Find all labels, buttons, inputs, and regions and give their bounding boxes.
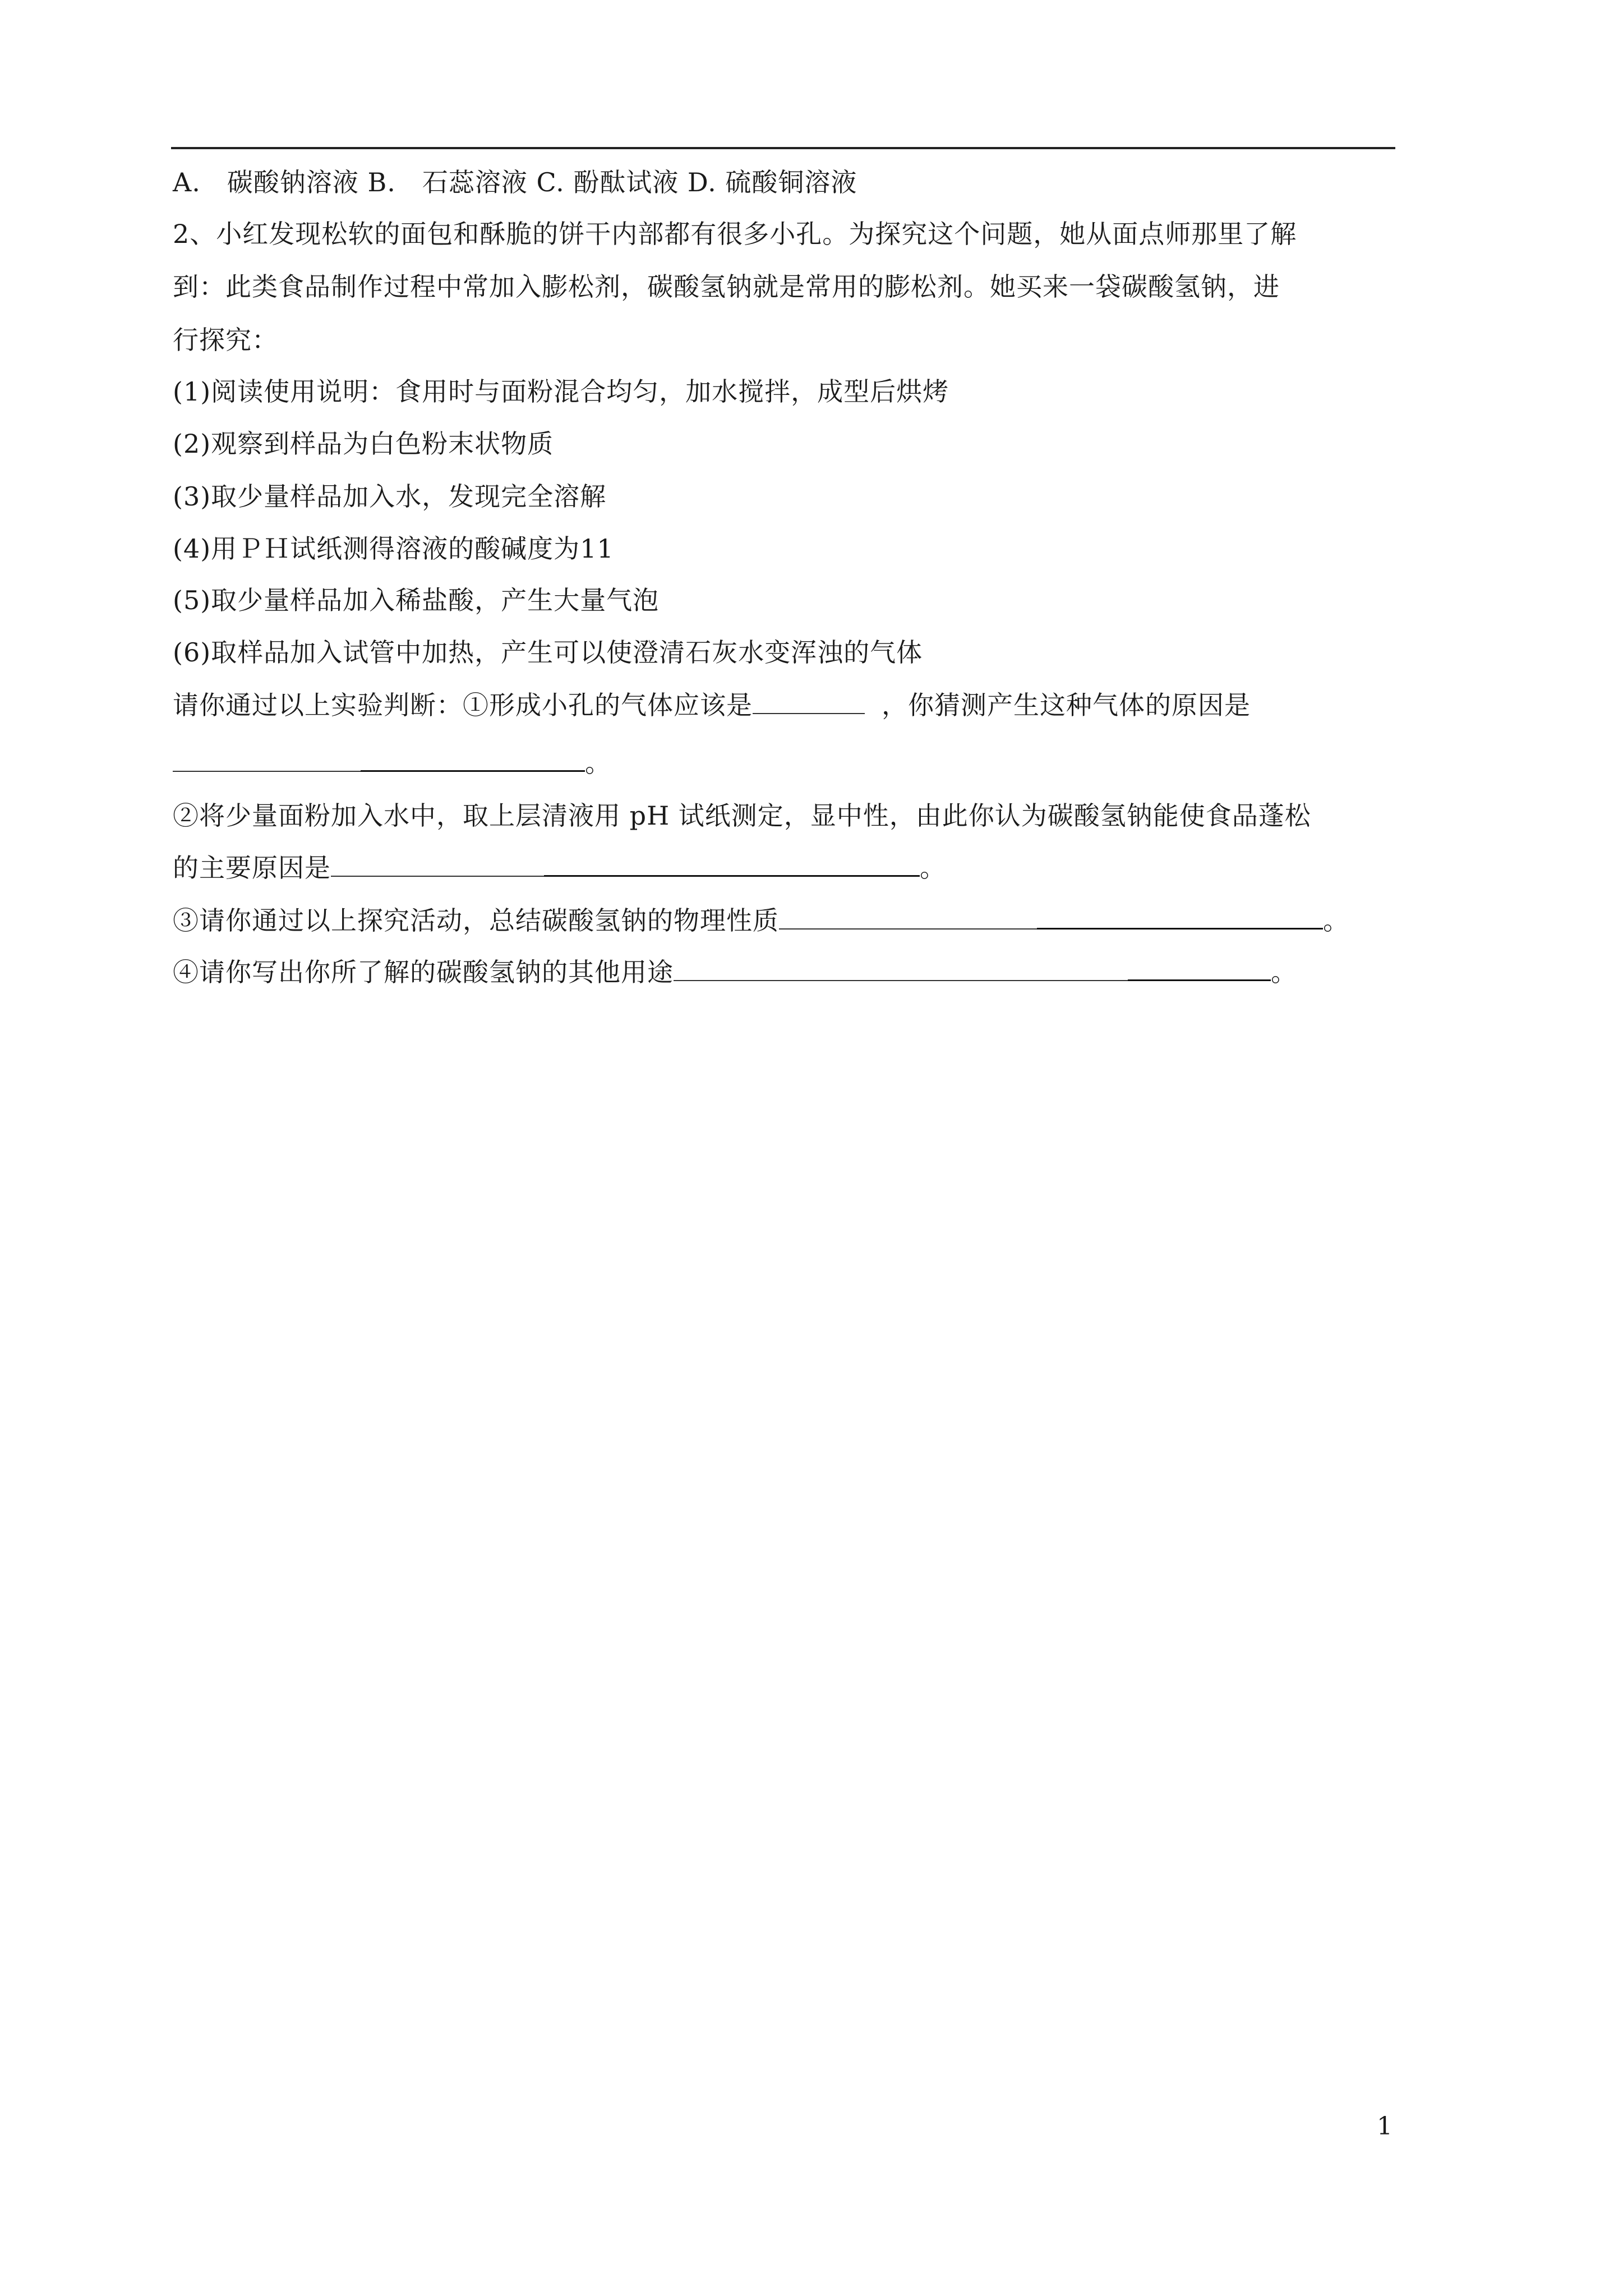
part-2-end: 。 (920, 853, 946, 883)
step-2: (2)观察到样品为白色粉末状物质 (173, 429, 554, 459)
part-3-line (173, 901, 1349, 940)
part-2-prefix: 的主要原因是 (173, 853, 331, 883)
part-3-prefix: ③请你通过以上探究活动，总结碳酸氢钠的物理性质 (173, 905, 779, 936)
step-1: (1)阅读使用说明：食用时与面粉混合均匀，加水搅拌，成型后烘烤 (173, 376, 949, 407)
other-uses-blank-b[interactable] (1128, 954, 1271, 981)
step-3: (3)取少量样品加入水，发现完全溶解 (173, 481, 607, 512)
judge-reason-line (173, 743, 611, 783)
main-reason-blank-a[interactable] (331, 850, 544, 877)
part-4-prefix: ④请你写出你所了解的碳酸氢钠的其他用途 (173, 957, 674, 987)
question-2-line-1: 2、小红发现松软的面包和酥脆的饼干内部都有很多小孔。为探究这个问题，她从面点师那里了解 (173, 219, 1297, 249)
gas-answer-blank[interactable] (753, 687, 865, 714)
physical-property-blank-a[interactable] (779, 903, 1037, 930)
part-2-line-2 (173, 848, 946, 887)
part-4-end: 。 (1271, 957, 1297, 987)
reason-answer-blank-b[interactable] (361, 744, 585, 772)
page-number: 1 (1377, 2112, 1393, 2141)
other-uses-blank-a[interactable] (674, 954, 1128, 981)
part-4-line (173, 953, 1297, 992)
part-3-end: 。 (1323, 905, 1349, 936)
part-2-line-1: ②将少量面粉加入水中，取上层清液用 pH 试纸测定，显中性，由此你认为碳酸氢钠能使食品蓬松 (173, 800, 1311, 831)
step-6: (6)取样品加入试管中加热，产生可以使澄清石灰水变浑浊的气体 (173, 637, 923, 668)
judge-end: 。 (585, 748, 611, 778)
question-2-line-2: 到：此类食品制作过程中常加入膨松剂，碳酸氢钠就是常用的膨松剂。她买来一袋碳酸氢钠，进 (173, 272, 1280, 302)
answer-options-line: A. 碳酸钠溶液 B. 石蕊溶液 C. 酚酞试液 D. 硫酸铜溶液 (173, 167, 857, 197)
physical-property-blank-b[interactable] (1037, 902, 1323, 930)
main-reason-blank-b[interactable] (544, 849, 920, 877)
step-4: (4)用ＰＨ试纸测得溶液的酸碱度为11 (173, 533, 614, 564)
judge-mid: ，你猜测产生这种气体的原因是 (882, 690, 1251, 720)
question-2-line-3: 行探究： (173, 325, 278, 355)
reason-answer-blank-a[interactable] (173, 745, 361, 772)
header-rule (171, 147, 1395, 149)
judge-prefix: 请你通过以上实验判断：①形成小孔的气体应该是 (173, 690, 753, 720)
judge-line (173, 685, 1251, 725)
step-5: (5)取少量样品加入稀盐酸，产生大量气泡 (173, 585, 660, 615)
